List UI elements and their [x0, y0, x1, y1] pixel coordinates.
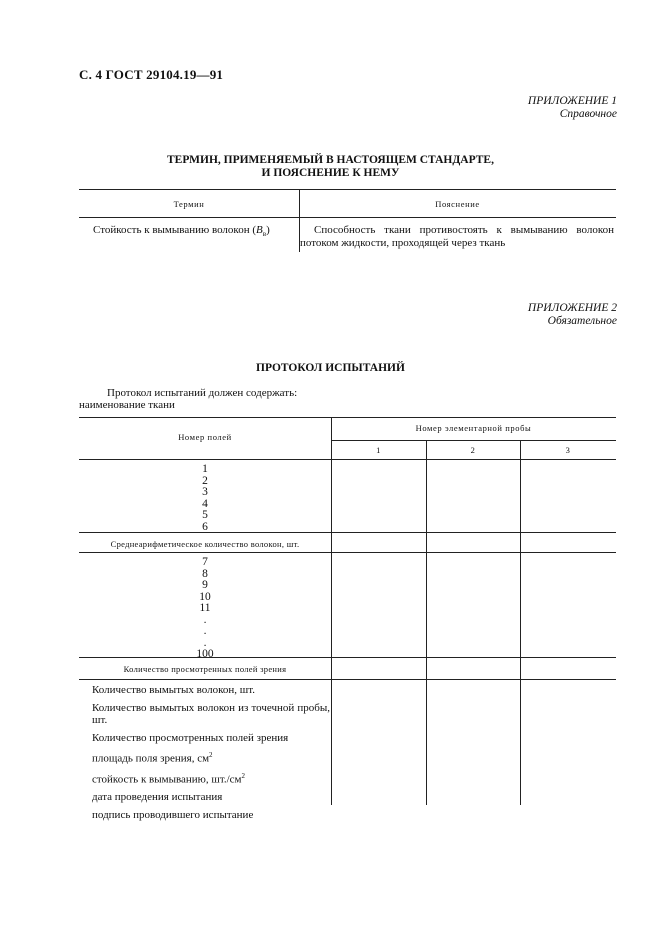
sample-col-2: 2 [470, 445, 476, 455]
field-number: . [203, 636, 207, 649]
appendix-2-type: Обязательное [547, 315, 617, 327]
field-number: 5 [202, 509, 208, 521]
field-number: . [203, 613, 207, 626]
term-symbol: B [256, 224, 263, 236]
field-number: 100 [196, 648, 214, 660]
field-numbers-group-2 [79, 557, 331, 661]
viewed-fields-row-label: Количество просмотренных полей зрения [123, 664, 287, 674]
test-date-label: дата проведения испытания [92, 791, 223, 804]
term-explanation: Способность ткани противостоять к вымыванию волокон потоком жидкости, проходящей через ткань [300, 224, 614, 249]
field-number: 3 [202, 486, 208, 498]
appendix-1-title-line1: ТЕРМИН, ПРИМЕНЯЕМЫЙ В НАСТОЯЩЕМ СТАНДАРТЕ, [167, 154, 494, 166]
field-number: 7 [202, 556, 208, 568]
sample-col-3: 3 [565, 445, 571, 455]
page-header: С. 4 ГОСТ 29104.19—91 [79, 67, 224, 82]
field-number: 2 [202, 474, 208, 487]
point-sample-label: Количество вымытых волокон из точечной пробы, шт. [92, 701, 330, 726]
col-field-number: Номер полей [178, 432, 232, 442]
col-sample-number: Номер элементарной пробы [415, 423, 532, 433]
field-number: 6 [202, 520, 208, 533]
washed-fibers-label: Количество вымытых волокон, шт. [92, 684, 255, 696]
field-number: . [203, 625, 207, 637]
fabric-name: наименование ткани [79, 399, 175, 411]
field-number: 11 [199, 602, 211, 614]
terms-col-term: Термин [173, 199, 205, 209]
appendix-2-label: ПРИЛОЖЕНИЕ 2 [527, 302, 617, 314]
field-number: 1 [202, 463, 208, 475]
appendix-1-title-line2: И ПОЯСНЕНИЕ К НЕМУ [261, 167, 400, 179]
field-number: 9 [202, 579, 208, 591]
field-area-label: площадь поля зрения, $см^2$ [92, 751, 213, 765]
protocol-properties [92, 684, 330, 826]
field-number: 8 [202, 567, 208, 580]
signature-label: подпись проводившего испытание [92, 808, 254, 821]
field-numbers-group-1 [79, 464, 331, 533]
appendix-1-title [0, 154, 661, 180]
field-number: 10 [199, 590, 211, 603]
term-name: Стойкость к вымыванию волокон $(B_в)$ [93, 224, 270, 239]
field-number: 4 [202, 497, 208, 510]
protocol-intro: Протокол испытаний должен содержать: [107, 387, 298, 399]
appendix-2-heading [528, 302, 617, 328]
resistance-label: стойкость к вымыванию, $шт./см^2$ [92, 772, 245, 786]
appendix-1-label: ПРИЛОЖЕНИЕ 1 [527, 95, 617, 107]
mean-row-label: Среднеарифметическое количество волокон, шт. [110, 539, 300, 549]
appendix-1-type: Справочное [559, 108, 617, 120]
terms-col-explanation: Пояснение [435, 199, 480, 209]
viewed-fields-label: Количество просмотренных полей зрения [92, 731, 289, 744]
protocol-title: ПРОТОКОЛ ИСПЫТАНИЙ [256, 362, 405, 374]
appendix-1-heading [528, 95, 617, 121]
sample-col-1: 1 [376, 445, 381, 455]
